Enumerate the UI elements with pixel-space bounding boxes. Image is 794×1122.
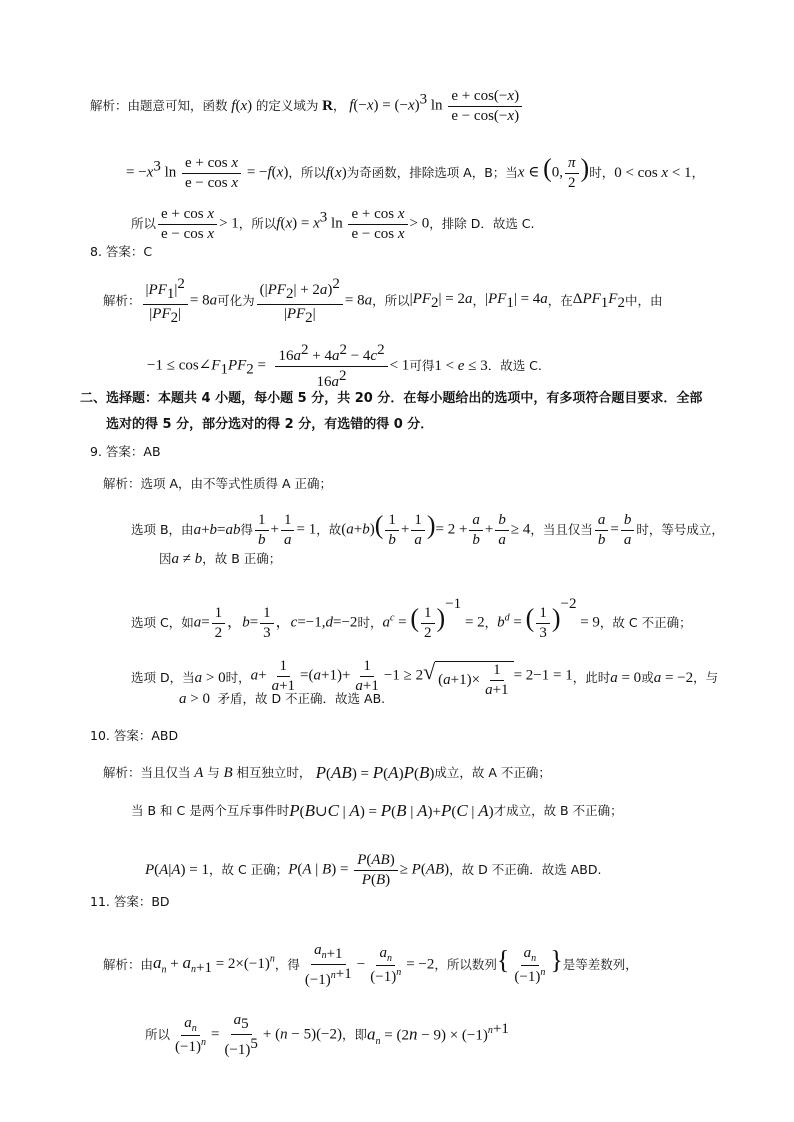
math: 1 < e ≤ 3 (434, 357, 488, 374)
q9-text: ，与 (693, 669, 719, 685)
math: a > 0 (194, 669, 226, 686)
math: $\frac{a}{b}$ = $\frac{b}{a}$ (593, 512, 636, 548)
q7-text: ， (691, 164, 705, 180)
math: R (318, 97, 333, 114)
q8-text: ，所以 (372, 292, 410, 308)
math: x ∈ (0, $\frac{\pi}{2}$ ) (517, 153, 590, 191)
q8-text: ．故选 C. (487, 357, 542, 373)
math: $a^c$ = ( $\frac{1}{2}$ )$^{-1}$ = 2 (382, 596, 485, 641)
math: P(B∪C | A) = P(B | A)+P(C | A) (289, 801, 494, 820)
math: $b^d$ = ( $\frac{1}{3}$ )$^{-2}$ = 9 (497, 596, 600, 641)
q11-text: 所以 (145, 1026, 171, 1042)
q7-text: 所以 (131, 215, 157, 231)
q10-line-1 (103, 764, 551, 782)
q8-text: ，在 (547, 292, 573, 308)
math: a = 0 (610, 669, 642, 686)
q10-line-2 (131, 802, 623, 820)
q10-text: 相互独立时， (236, 764, 312, 780)
q9-line-d2 (179, 692, 385, 707)
q9-text: 选项 B，由 (131, 521, 194, 537)
q9-text: ，故 C 不正确； (599, 614, 692, 630)
q11-text: 解析：由 (103, 956, 154, 972)
math: P(A|A) = 1 (145, 861, 209, 878)
q7-text: ， (332, 97, 346, 113)
q9-text: ，当且仅当 (530, 521, 593, 537)
math: $-1 \le \cos\angle F_1PF_2$ = $\frac{16a^2 + 4a^2 - 4c^2}{16a^2}$ < 1 (147, 342, 410, 390)
math: $\frac{(|PF_2| + 2a)^2}{|PF_2|}$ = 8a (255, 276, 373, 326)
q7-text: ，所以 (238, 215, 277, 231)
q11-line-2 (145, 1012, 509, 1058)
q9-answer: 9. 答案：AB (90, 444, 161, 459)
math: a+ $\frac{1}{a+1}$ =(a+1)+ $\frac{1}{a+1}$ −1 ≥ 2 √ ( a +1)× $\frac{1}{a+1}$ = 2−1 = 1 (250, 658, 573, 698)
q7-text: 时， (589, 164, 615, 180)
math: B (219, 764, 237, 781)
q8-answer: 8. 答案：C (90, 244, 153, 259)
math: $\frac{\text{e + cos x}}{\text{e − cos x}}$ > 1 (156, 206, 239, 242)
math: = $-x^3$ ln $\frac{\text{e + cos x}}{\text{e − cos x}}$ = −f(x) (126, 155, 289, 191)
q10-text: ，故 D 不正确．故选 ABD. (449, 861, 602, 877)
math: $|PF_1| = 4a$ (484, 290, 548, 311)
math: $|PF_2| = 2a$ (409, 290, 473, 311)
q7-text: 的定义域为 (255, 97, 319, 113)
q9-text: ，此时 (572, 669, 611, 685)
math: a= $\frac{1}{2}$ ，b= $\frac{1}{3}$ ，c=−1,d=−2 (193, 605, 358, 641)
math: $\frac{a_n}{(-1)^n}$ = $\frac{a_5}{(-1)^5}$ + (n − 5)(−2) (175, 1012, 343, 1058)
q9-text: ， (484, 614, 498, 630)
q10-text: 才成立，故 B 不正确； (493, 802, 623, 818)
q11-text: ，得 (274, 956, 300, 972)
q10-line-3 (145, 852, 601, 888)
q11-text: 是等差数列， (562, 956, 638, 972)
q9-text: 选项 D，当 (131, 669, 195, 685)
q9-line-c (131, 596, 692, 641)
q11-text: ，即 (342, 1026, 368, 1042)
math: P(AB) = P(A)P(B) (311, 763, 435, 782)
math: $f(x) = x^3$ ln $\frac{\text{e + cos x}}{\text{e − cos x}}$ > 0 (276, 206, 430, 242)
q7-line-2 (126, 155, 704, 191)
q9-text: 因 (159, 551, 172, 567)
q9-line-b (131, 512, 724, 548)
q8-line-2 (147, 342, 542, 390)
q9-text: 时， (357, 614, 383, 630)
q7-text: ，所以 (288, 164, 326, 180)
math: { $\frac{a_n}{(-1)^n}$ } (496, 944, 563, 985)
q10-text: 与 (207, 764, 220, 780)
q8-text: 解析： (103, 292, 141, 308)
q8-text: 可得 (409, 357, 435, 373)
math: $\frac{|PF_1|^2}{|PF_2|}$ = 8a (141, 276, 218, 326)
q11-answer: 11. 答案：BD (90, 894, 170, 909)
q9-text: 时，等号成立， (636, 521, 724, 537)
q8-line-1 (103, 276, 662, 326)
math: 0 < cos x < 1 (614, 164, 692, 181)
math: f(x) (227, 97, 253, 114)
math: A (190, 764, 208, 781)
q7-text: 为奇函数，排除选项 A，B；当 (346, 164, 518, 180)
q10-text: 成立，故 A 不正确； (434, 764, 551, 780)
q11-text: ，所以数列 (434, 956, 497, 972)
q8-text: ， (472, 292, 485, 308)
q9-text: ，故 (316, 521, 342, 537)
q10-text: 解析：当且仅当 (103, 764, 191, 780)
math: $a_n = (2n - 9) \times (-1)^{n+1}$ (367, 1021, 509, 1048)
q9-text: 或 (641, 669, 654, 685)
q9-line-a: 解析：选项 A，由不等式性质得 A 正确； (103, 476, 333, 491)
q11-line-1 (103, 942, 638, 988)
math: $\frac{1}{b}$ + $\frac{1}{a}$ = 1 (253, 512, 316, 548)
math: f(x) (325, 164, 347, 181)
math: $f(-x) = (-x)^3$ ln $\frac{e + \cos(-x)}{e - \cos(-x)}$ (345, 88, 524, 124)
math: $\frac{a_{n+1}}{(-1)^{n+1}}$ − $\frac{a_n}{(-1)^n}$ = −2 (304, 942, 435, 988)
math: a > 0 (179, 691, 218, 707)
q8-text: 中，由 (624, 292, 663, 308)
math: P(A | B) = $\frac{P(AB)}{P(B)}$ ≥ P(AB) (288, 852, 450, 888)
q10-answer: 10. 答案：ABD (90, 728, 179, 743)
q9-text: 矛盾，故 D 不正确．故选 AB. (217, 691, 386, 707)
q8-text: 可化为 (217, 292, 255, 308)
q9-text: ，故 B 正确； (202, 551, 282, 567)
math: a = −2 (653, 669, 694, 686)
section-2-heading-cont: 选对的得 5 分，部分选对的得 2 分，有选错的得 0 分． (106, 417, 434, 432)
q10-text: 当 B 和 C 是两个互斥事件时 (131, 802, 290, 818)
q9-text: 选项 C，如 (131, 614, 194, 630)
q9-text: 得 (240, 521, 254, 537)
section-2-heading: 二、选择题：本题共 4 小题，每小题 5 分，共 20 分．在每小题给出的选项中，有多项符合题目要求．全部 (80, 391, 703, 406)
q7-text: ，排除 D．故选 C. (429, 215, 535, 231)
math: $\Delta PF_1F_2$ (572, 290, 625, 311)
q7-line-3 (131, 206, 535, 242)
q9-text: 时， (225, 669, 251, 685)
math: $a_n + a_{n+1} = 2\times(-1)^n$ (153, 952, 275, 977)
math: (a+b)( $\frac{1}{b}$ + $\frac{1}{a}$ )= 2 + $\frac{a}{b}$ + $\frac{b}{a}$ ≥ 4 (341, 510, 531, 548)
q7-line-1 (90, 88, 524, 124)
q10-text: ，故 C 正确； (209, 861, 289, 877)
q9-line-b2 (159, 552, 281, 567)
math: a ≠ b (171, 551, 203, 567)
math: a+b=ab (193, 521, 241, 538)
q7-text: 解析：由题意可知，函数 (90, 97, 228, 113)
